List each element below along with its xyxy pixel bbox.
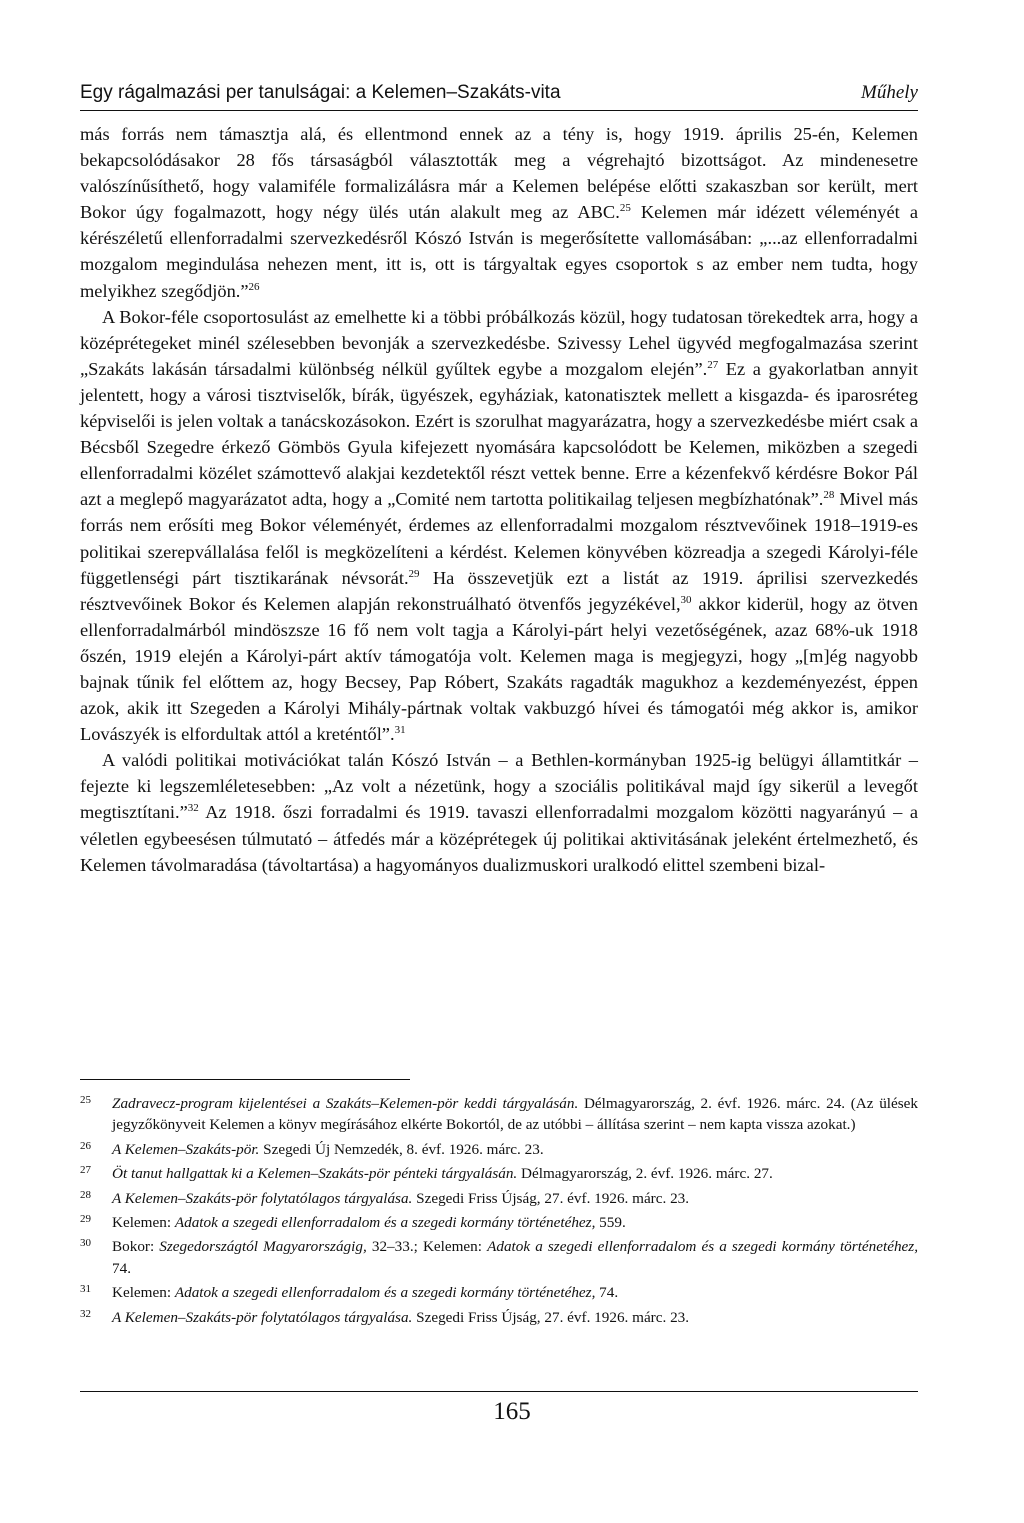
- paragraph-text: A Bokor-féle csoportosulást az emelhette ki a többi próbálkozás közül, hogy tudatosan törekedtek arra, hogy a középrétegeket minél szélesebben bevonják a szervezkedésbe. Szivessy Lehel ügyvéd megfogalmazása szerint „Szakáts lakásán társadalmi különbség nélkül gyűltek egybe a mozgalom elején”.: [80, 306, 918, 379]
- footnote-title: A Kelemen–Szakáts-pör folytatólagos tárgyalása.: [112, 1189, 413, 1207]
- page-number: 165: [493, 1398, 531, 1425]
- footnote-ref[interactable]: 26: [248, 280, 260, 293]
- footnote-title: Adatok a szegedi ellenforradalom és a szegedi kormány történetéhez,: [487, 1238, 918, 1256]
- footnote-number: 28: [80, 1188, 91, 1201]
- footnote-text: 32–33.; Kelemen:: [366, 1238, 488, 1256]
- footnote-ref[interactable]: 27: [707, 358, 719, 371]
- footnote-author: Bokor:: [112, 1238, 160, 1256]
- footnote-number: 26: [80, 1139, 91, 1152]
- paragraph-text: Az 1918. őszi forradalmi és 1919. tavaszi ellenforradalmi mozgalom közötti nagyarányú – a véletlen egybeesésen túlmutató – átfedés már a középrétegek új politikai aktivitásának jeleként értelmezhető, és Kelemen távolmaradása (távoltartása) a hagyományos dualizmuskori uralkodó elittel szembeni bizal-: [80, 802, 918, 875]
- footnote-number: 31: [80, 1283, 91, 1296]
- footnote-divider: [80, 1079, 410, 1080]
- footnote-text: 74.: [112, 1259, 131, 1277]
- footnote-number: 27: [80, 1164, 91, 1177]
- footnote-title: A Kelemen–Szakáts-pör folytatólagos tárgyalása.: [112, 1308, 413, 1326]
- footnote-text: 74.: [595, 1284, 619, 1302]
- running-header: [80, 82, 918, 111]
- footnote: [80, 1307, 918, 1328]
- footnote-number: 25: [80, 1094, 91, 1106]
- footnote: [80, 1236, 918, 1279]
- footnote-ref[interactable]: 29: [408, 567, 420, 580]
- footnote: [80, 1212, 918, 1233]
- footnote-text: Délmagyarország, 2. évf. 1926. márc. 24. (Az ülések jegyzőkönyveit Kelemen a könyv megírásához elkérte Bokortól, de az utóbbi – állítása szerint – nem kapta vissza azokat.): [112, 1095, 918, 1134]
- paragraph-text: Ha összevetjük ezt a listát az 1919. áprilisi szervezkedés résztvevőinek Bokor és Kelemen alapján rekonstruálható ötvenfős jegyzékével,: [80, 567, 918, 614]
- footnote: [80, 1188, 918, 1209]
- footnote-text: Szegedi Friss Újság, 27. évf. 1926. márc. 23.: [412, 1308, 690, 1326]
- footnote-ref[interactable]: 30: [680, 593, 692, 606]
- footnote-number: 32: [80, 1307, 91, 1320]
- footnote: [80, 1139, 918, 1160]
- footnote-number: 30: [80, 1237, 91, 1250]
- footnote-ref[interactable]: 32: [187, 802, 199, 815]
- paragraph-text: Kelemen már idézett véleményét a kérészéletű ellenforradalmi szervezkedésről Kószó István is megerősítette vallomásában: „...az ellenforradalmi mozgalom megindulása nehezen ment, itt is, ott is tárgyaltak egyes csoportok s az ember nem tudta, hogy melyikhez szegődjön.”: [80, 202, 918, 301]
- section-label: Műhely: [861, 82, 918, 103]
- paragraph: [80, 747, 918, 877]
- footnote-ref[interactable]: 31: [394, 724, 406, 737]
- paragraph-text: Ez a gyakorlatban annyit jelentett, hogy a városi tisztviselők, bírák, ügyészek, egyháziak, katonatisztek mellett a kisgazda- és iparosréteg képviselői is jelen voltak a tanácskozásokon. Ezért is szorulhat magyarázatra, hogy a szervezkedésbe miért csak a Bécsből Szegedre érkező Gömbös Gyula kifejezett nyomására kapcsolódott be Kelemen, miközben a szegedi ellenforradalmi közélet számottevő alakjai kezdetektől részt vettek benne. Erre a kézenfekvő kérdésre Bokor Pál azt a meglepő magyarázatot adta, hogy a „Comité nem tartotta politikailag teljesen megbízhatónak”.: [80, 358, 919, 510]
- footnote-author: Kelemen:: [112, 1214, 175, 1232]
- footnote-text: Délmagyarország, 2. évf. 1926. márc. 27.: [517, 1165, 773, 1183]
- paragraph-text: más forrás nem támasztja alá, és ellentmond ennek az a tény is, hogy 1919. április 25-én, Kelemen bekapcsolódásakor 28 fős társaságból választották meg a végrehajtó bizottságot. Az mindenesetre valószínűsíthető, hogy valamiféle formalizálásra már a Kelemen belépése előtti szakaszban sor került, mert Bokor úgy fogalmazott, hogy négy ülés után alakult meg az ABC.: [80, 124, 918, 223]
- footnote-author: Kelemen:: [112, 1284, 175, 1302]
- footnote: [80, 1282, 918, 1303]
- footnote-ref[interactable]: 25: [619, 202, 631, 215]
- footnote-title: Öt tanut hallgattak ki a Kelemen–Szakáts-pör pénteki tárgyalásán.: [112, 1165, 518, 1183]
- footnote: [80, 1163, 918, 1184]
- page: [80, 82, 918, 878]
- paragraph: [80, 121, 918, 304]
- footnotes: [80, 1093, 918, 1331]
- footnote-number: 29: [80, 1213, 91, 1226]
- paragraph-text: Mivel más forrás nem erősíti meg Bokor véleményét, érdemes az ellenforradalmi mozgalom résztvevőinek 1918–1919-es politikai szerepvállalása felől is megközelíteni a kérdést. Kelemen könyvében közreadja a szegedi Károlyi-féle függetlenségi párt tisztikarának névsorát.: [80, 489, 918, 588]
- footnote-title: Adatok a szegedi ellenforradalom és a szegedi kormány történetéhez,: [174, 1284, 596, 1302]
- paragraph-text: akkor kiderül, hogy az ötven ellenforradalmárból mindöszsze 16 fő nem volt tagja a Károlyi-párt helyi vezetőségének, azaz 68%-uk 1918 őszén, 1919 elején a Károlyi-párt aktív támogatója volt. Kelemen maga is megjegyzi, hogy „[m]ég nagyobb bajnak tűnik fel előttem az, hogy Becsey, Pap Róbert, Szakáts ragadták magukhoz a kezdeményezést, éppen azok, akik itt Szegeden a Károlyi Mihály-pártnak voltak vakbuzgó hívei és támogatói még akkor is, amikor Lovászyék is elfordultak attól a kreténtől”.: [80, 593, 918, 745]
- footnote-title: Zadravecz-program kijelentései a Szakáts–Kelemen-pör keddi tárgyalásán.: [112, 1095, 579, 1112]
- footnote: [80, 1093, 918, 1136]
- footnote-title: Adatok a szegedi ellenforradalom és a szegedi kormány történetéhez,: [174, 1214, 596, 1232]
- paragraph-text: A valódi politikai motivációkat talán Kószó István – a Bethlen-kormányban 1925-ig belügyi államtitkár – fejezte ki legszemléletesebben: „Az volt a nézetünk, hogy a szociális politikával majd így sikerül a levegőt megtisztítani.”: [80, 750, 918, 823]
- running-title: Egy rágalmazási per tanulságai: a Kelemen–Szakáts-vita: [80, 82, 561, 103]
- footnote-text: Szegedi Friss Újság, 27. évf. 1926. márc. 23.: [412, 1189, 690, 1207]
- footnote-ref[interactable]: 28: [823, 489, 835, 502]
- bottom-divider: [80, 1391, 918, 1392]
- footnote-title: Szegedországtól Magyarországig,: [159, 1238, 367, 1256]
- body-text: [80, 121, 918, 878]
- footnote-text: Szegedi Új Nemzedék, 8. évf. 1926. márc. 23.: [259, 1140, 544, 1158]
- paragraph: [80, 304, 918, 748]
- footnote-title: A Kelemen–Szakáts-pör.: [112, 1140, 260, 1158]
- footnote-text: 559.: [595, 1214, 626, 1232]
